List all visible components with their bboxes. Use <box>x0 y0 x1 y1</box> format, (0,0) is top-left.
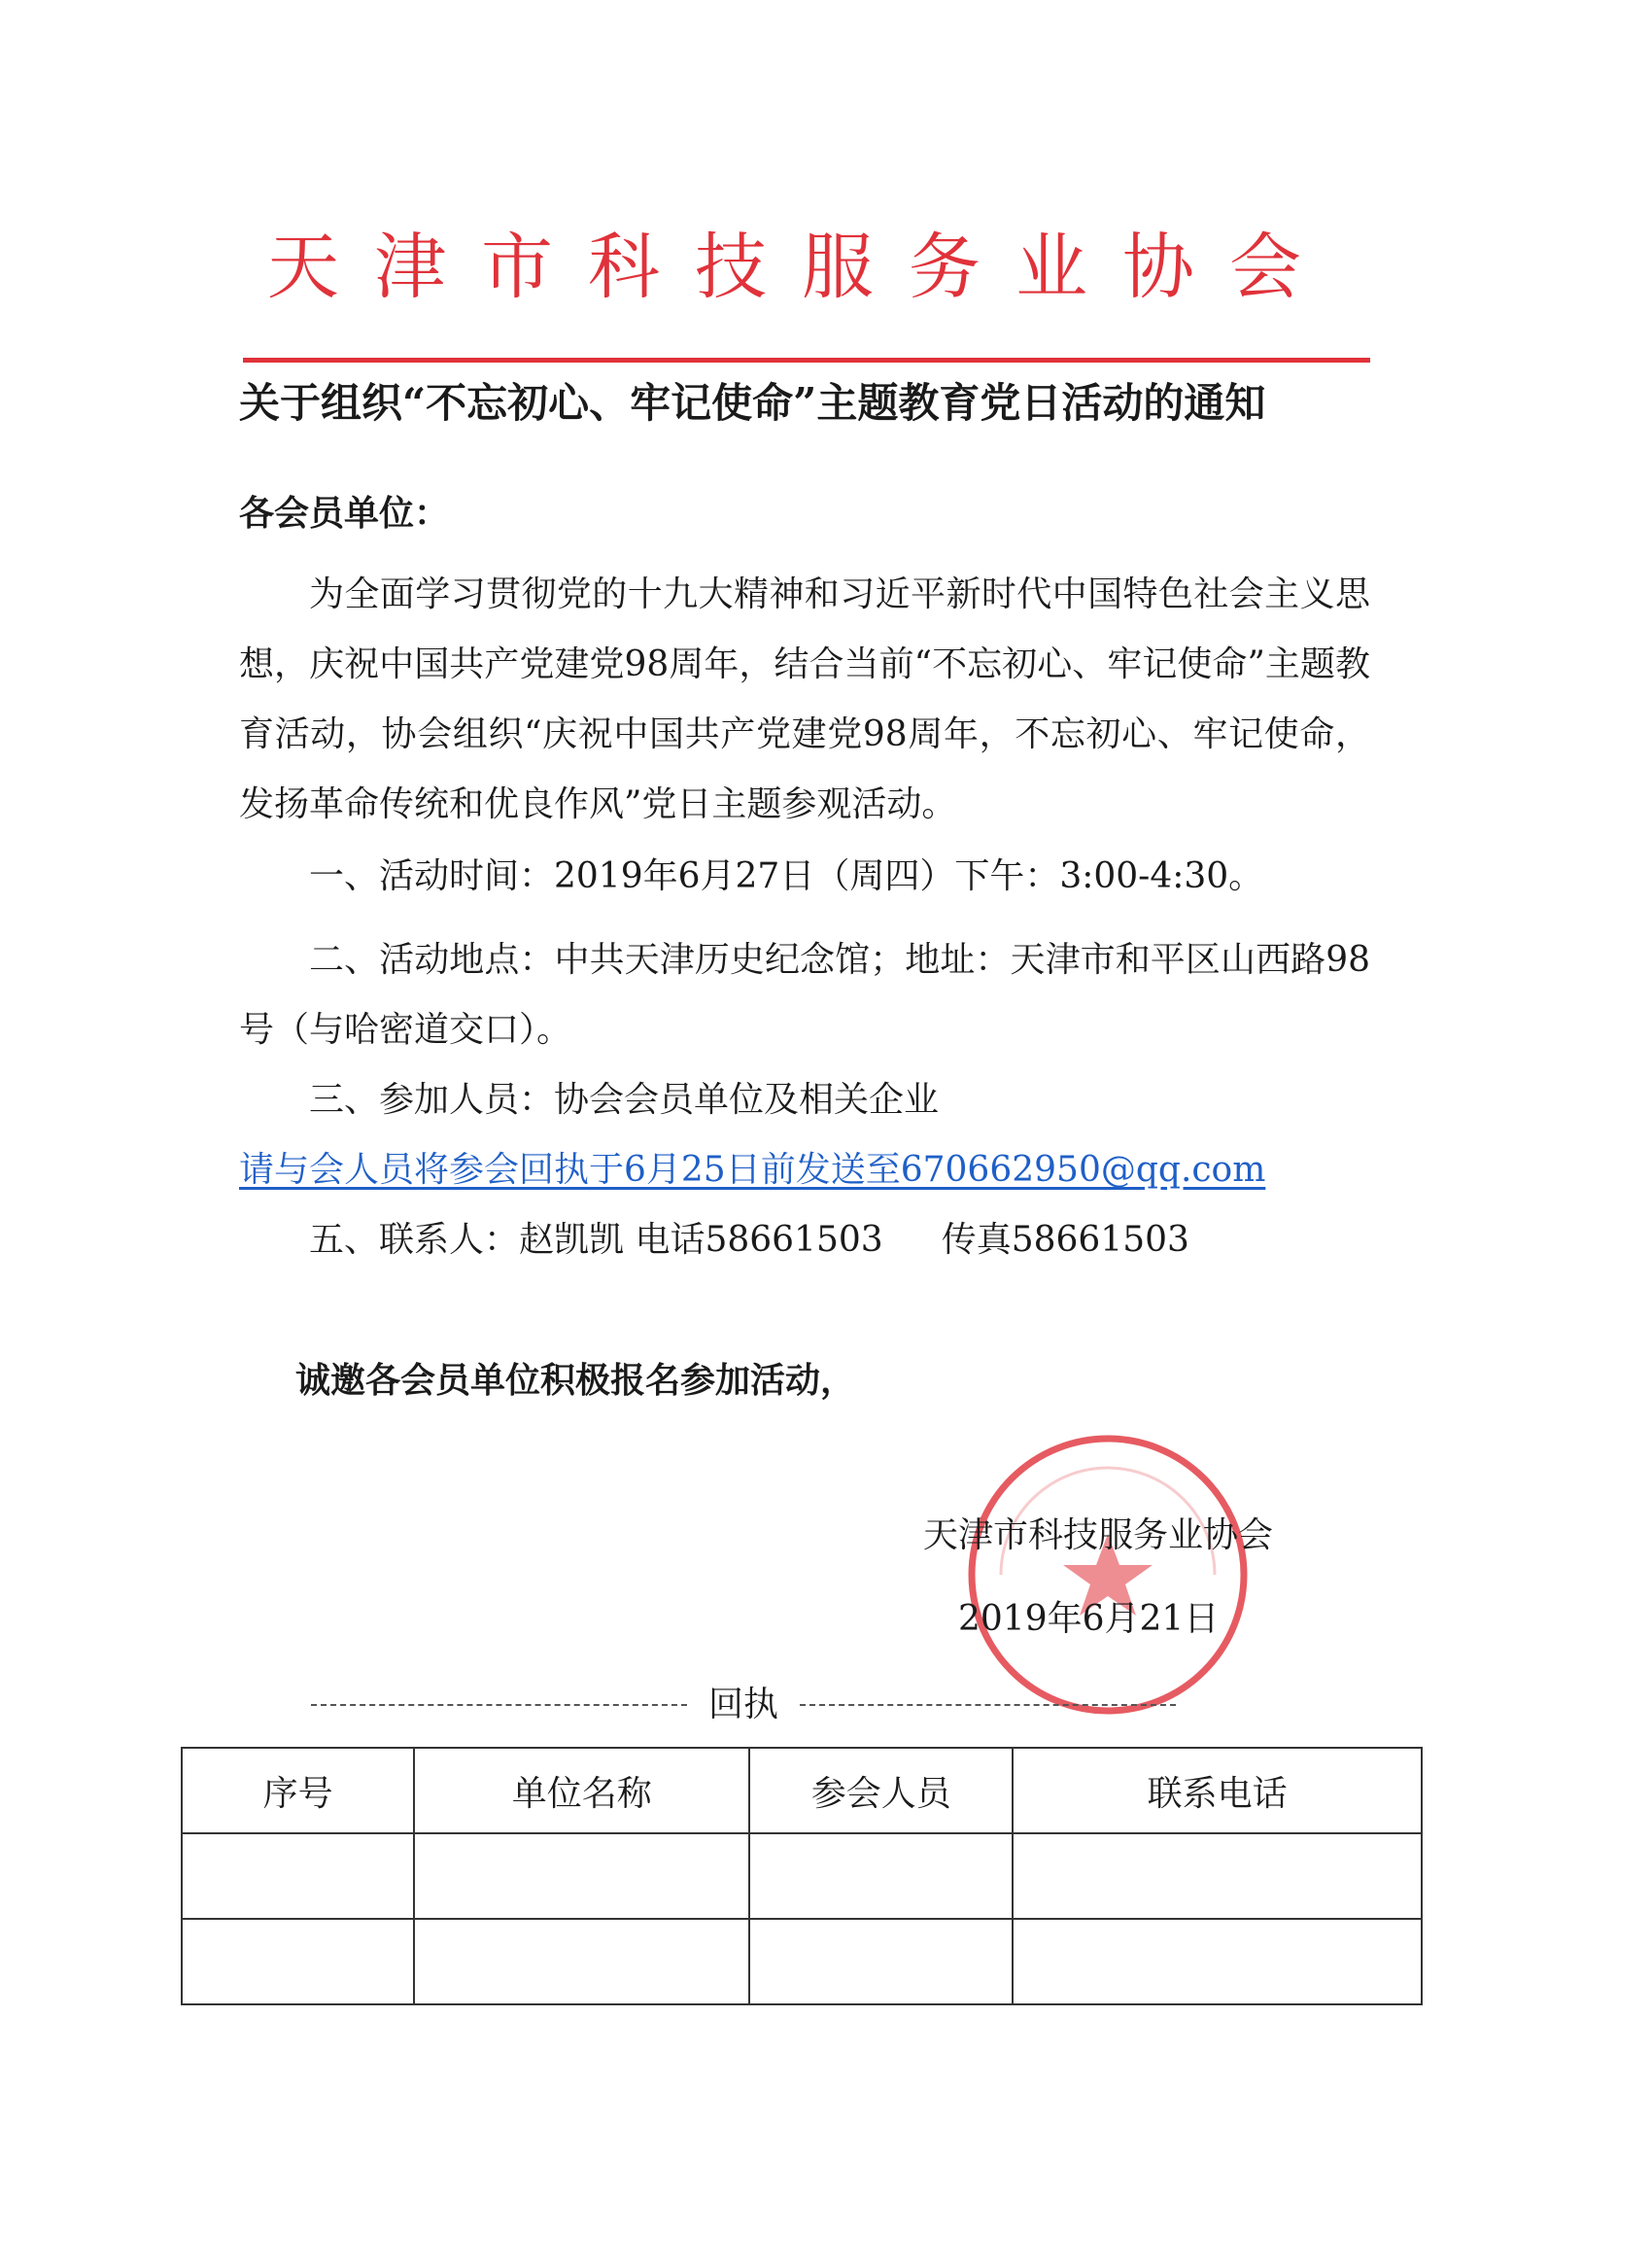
table-cell[interactable] <box>1013 1919 1422 2004</box>
contact-person: 五、联系人：赵凯凯 电话58661503 <box>309 1220 883 1260</box>
receipt-label: 回执 <box>708 1685 779 1724</box>
invitation: 诚邀各会员单位积极报名参加活动， <box>295 1360 856 1401</box>
table-cell[interactable] <box>414 1833 749 1919</box>
org-title: 天津市科技服务业协会 <box>267 226 1336 309</box>
registration-paragraph <box>239 1135 1370 1205</box>
participants: 三、参加人员：协会会员单位及相关企业 <box>309 1080 940 1120</box>
receipt-header-row <box>182 1748 1422 1833</box>
column-header: 参会人员 <box>749 1748 1013 1833</box>
signature-org: 天津市科技服务业协会 <box>923 1515 1274 1555</box>
signature-date: 2019年6月21日 <box>958 1599 1220 1639</box>
notice-title: 关于组织“不忘初心、牢记使命”主题教育党日活动的通知 <box>239 379 1266 427</box>
intro-paragraph: 为全面学习贯彻党的十九大精神和习近平新时代中国特色社会主义思想，庆祝中国共产党建党98周年，结合当前“不忘初心、牢记使命”主题教育活动，协会组织“庆祝中国共产党建党98周年，不忘初心、牢记使命，发扬革命传统和优良作风”党日主题参观活动。 <box>239 574 1370 824</box>
column-header: 单位名称 <box>414 1748 749 1833</box>
column-header: 序号 <box>182 1748 414 1833</box>
table-cell[interactable] <box>749 1919 1013 2004</box>
column-header: 联系电话 <box>1013 1748 1422 1833</box>
receipt-divider <box>311 1676 1176 1734</box>
divider-dash-right <box>800 1704 1176 1706</box>
activity-time: 一、活动时间：2019年6月27日（周四）下午：3:00-4:30。 <box>309 856 1264 896</box>
divider-dash-left <box>311 1704 687 1706</box>
contact-line <box>239 1205 1370 1275</box>
salutation: 各会员单位： <box>239 493 450 534</box>
header-red-rule <box>243 358 1370 363</box>
table-cell[interactable] <box>182 1833 414 1919</box>
table-row <box>182 1919 1422 2004</box>
table-cell[interactable] <box>1013 1833 1422 1919</box>
activity-place: 二、活动地点：中共天津历史纪念馆；地址：天津市和平区山西路98号（与哈密道交口）。 <box>239 940 1370 1050</box>
contact-fax: 传真58661503 <box>941 1220 1189 1260</box>
table-cell[interactable] <box>749 1833 1013 1919</box>
registration-email-link[interactable]: 请与会人员将参会回执于6月25日前发送至670662950@qq.com <box>239 1150 1266 1190</box>
table-row <box>182 1833 1422 1919</box>
table-cell[interactable] <box>414 1919 749 2004</box>
table-cell[interactable] <box>182 1919 414 2004</box>
receipt-table <box>181 1747 1423 2005</box>
